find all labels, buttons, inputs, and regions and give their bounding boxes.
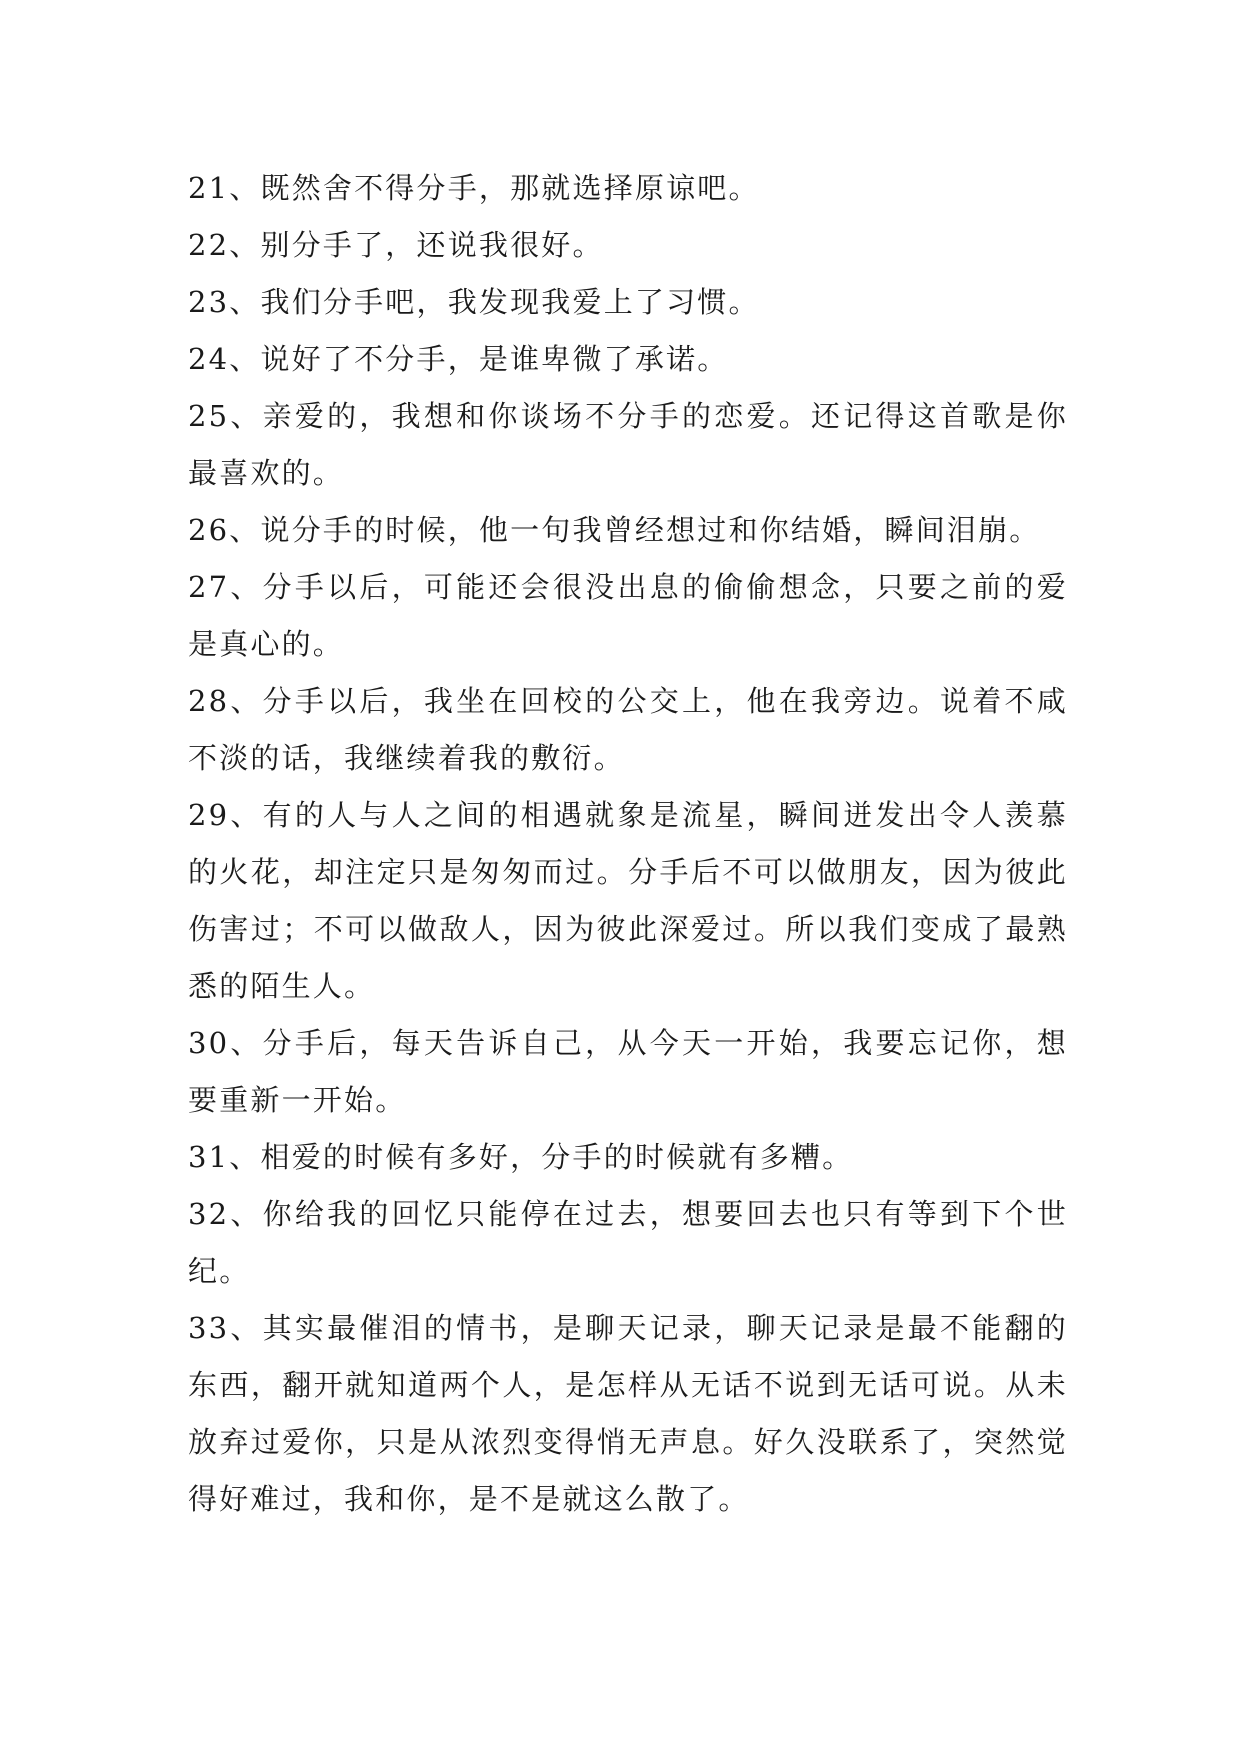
paragraph-28: 28、分手以后，我坐在回校的公交上，他在我旁边。说着不咸不淡的话，我继续着我的敷衍。 [188, 684, 1068, 775]
paragraph-30: 30、分手后，每天告诉自己，从今天一开始，我要忘记你，想要重新一开始。 [188, 1026, 1068, 1117]
paragraph-27: 27、分手以后，可能还会很没出息的偷偷想念，只要之前的爱是真心的。 [188, 570, 1068, 661]
paragraph-31: 31、相爱的时候有多好，分手的时候就有多糟。 [188, 1140, 854, 1174]
paragraph-22: 22、别分手了，还说我很好。 [188, 228, 604, 262]
paragraph-21: 21、既然舍不得分手，那就选择原谅吧。 [188, 171, 760, 205]
document-body [188, 160, 1068, 1528]
paragraph-25: 25、亲爱的，我想和你谈场不分手的恋爱。还记得这首歌是你最喜欢的。 [188, 399, 1068, 490]
paragraph-26: 26、说分手的时候，他一句我曾经想过和你结婚，瞬间泪崩。 [188, 513, 1041, 547]
paragraph-33: 33、其实最催泪的情书，是聊天记录，聊天记录是最不能翻的东西，翻开就知道两个人，是怎样从无话不说到无话可说。从未放弃过爱你，只是从浓烈变得悄无声息。好久没联系了，突然觉得好难过，我和你，是不是就这么散了。 [188, 1311, 1068, 1516]
paragraph-24: 24、说好了不分手，是谁卑微了承诺。 [188, 342, 729, 376]
paragraph-29: 29、有的人与人之间的相遇就象是流星，瞬间迸发出令人羡慕的火花，却注定只是匆匆而过。分手后不可以做朋友，因为彼此伤害过；不可以做敌人，因为彼此深爱过。所以我们变成了最熟悉的陌生人。 [188, 798, 1068, 1003]
paragraph-23: 23、我们分手吧，我发现我爱上了习惯。 [188, 285, 760, 319]
paragraph-32: 32、你给我的回忆只能停在过去，想要回去也只有等到下个世纪。 [188, 1197, 1068, 1288]
